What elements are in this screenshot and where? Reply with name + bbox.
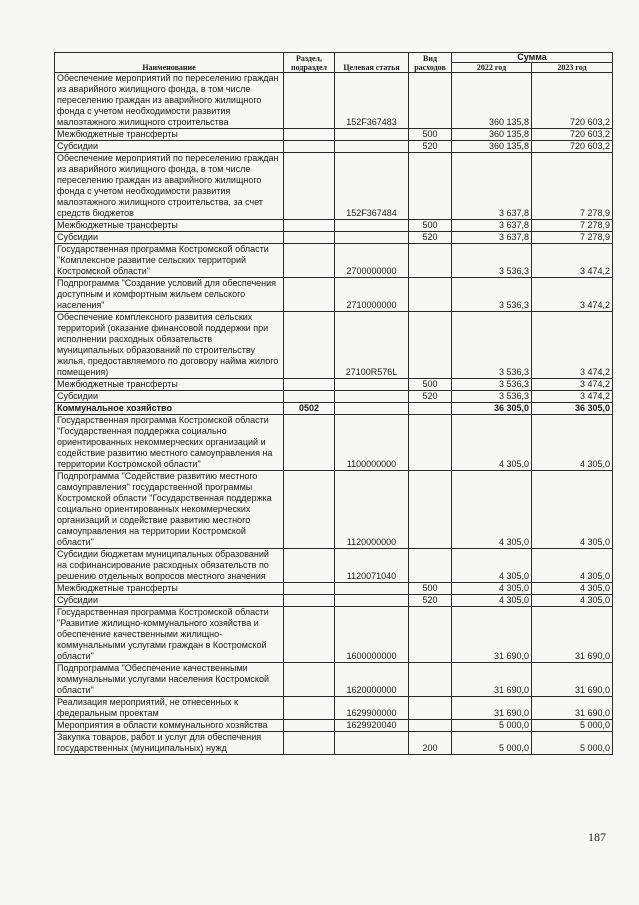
row-target: 1620000000 [335,663,409,697]
row-name: Государственная программа Костромской области "Комплексное развитие сельских территорий Костромской области" [55,244,284,278]
row-sum-2022: 3 536,3 [452,312,532,379]
row-name: Субсидии [55,232,284,244]
row-sum-2022: 4 305,0 [452,471,532,549]
row-section [284,232,335,244]
table-row [55,129,613,141]
row-sum-2022: 5 000,0 [452,720,532,732]
row-section [284,129,335,141]
row-type [409,278,452,312]
row-type [409,153,452,220]
row-sum-2023: 5 000,0 [532,720,613,732]
row-name: Реализация мероприятий, не отнесенных к федеральным проектам [55,697,284,720]
row-sum-2022: 3 536,3 [452,244,532,278]
table-row [55,720,613,732]
row-name: Государственная программа Костромской области "Государственная поддержка социально ориентированных некоммерческих организаций и содействие развитию местного самоуправления на территории Костромской области" [55,415,284,471]
row-name: Субсидии [55,595,284,607]
row-section [284,607,335,663]
header-2023: 2023 год [532,63,613,73]
header-name: Наименование [55,53,284,73]
table-row [55,312,613,379]
row-section [284,595,335,607]
table-row [55,278,613,312]
table-row [55,141,613,153]
row-sum-2023: 7 278,9 [532,220,613,232]
table-row [55,732,613,755]
table-row [55,153,613,220]
row-name: Закупка товаров, работ и услуг для обеспечения государственных (муниципальных) нужд [55,732,284,755]
table-row [55,471,613,549]
table-row [55,697,613,720]
table-row [55,583,613,595]
row-name: Межбюджетные трансферты [55,379,284,391]
row-section [284,391,335,403]
row-target: 1120000000 [335,471,409,549]
row-sum-2022: 4 305,0 [452,595,532,607]
row-sum-2023: 7 278,9 [532,232,613,244]
table-row [55,607,613,663]
row-target [335,379,409,391]
table-row [55,391,613,403]
row-sum-2022: 3 637,8 [452,153,532,220]
row-type [409,697,452,720]
row-section [284,549,335,583]
header-section: Раздел, подраздел [284,53,335,73]
row-name: Обеспечение мероприятий по переселению граждан из аварийного жилищного фонда, в том числе переселению граждан из аварийного жилищного фонда с учетом необходимости развития малоэтажного жилищного строительства [55,73,284,129]
row-target [335,232,409,244]
row-section [284,471,335,549]
row-name: Коммунальное хозяйство [55,403,284,415]
row-section [284,379,335,391]
row-type: 500 [409,220,452,232]
row-sum-2022: 360 135,8 [452,141,532,153]
row-sum-2022: 3 536,3 [452,379,532,391]
row-target [335,141,409,153]
row-target: 152F367483 [335,73,409,129]
table-row [55,244,613,278]
table-row [55,232,613,244]
row-name: Обеспечение комплексного развития сельских территорий (оказание финансовой поддержки при исполнении расходных обязательств муниципальных образований по строительству жилья, предоставляемого по договору найма жилого помещения) [55,312,284,379]
row-name: Подпрограмма "Содействие развитию местного самоуправления" государственной программы Костромской области "Государственная поддержка социально ориентированных некоммерческих организаций и содействие развитию местного самоуправления на территории Костромской области" [55,471,284,549]
row-type [409,403,452,415]
row-section [284,415,335,471]
row-sum-2023: 720 603,2 [532,73,613,129]
row-type [409,415,452,471]
row-name: Подпрограмма "Обеспечение качественными коммунальными услугами населения Костромской области" [55,663,284,697]
row-type [409,73,452,129]
row-target [335,129,409,141]
row-target: 1100000000 [335,415,409,471]
row-sum-2022: 36 305,0 [452,403,532,415]
row-sum-2023: 3 474,2 [532,278,613,312]
row-target: 2700000000 [335,244,409,278]
row-name: Межбюджетные трансферты [55,583,284,595]
row-type [409,244,452,278]
row-name: Субсидии [55,391,284,403]
row-section [284,278,335,312]
row-sum-2022: 4 305,0 [452,549,532,583]
row-sum-2022: 360 135,8 [452,73,532,129]
row-section [284,312,335,379]
row-name: Субсидии бюджетам муниципальных образований на софинансирование расходных обязательств по решению отдельных вопросов местного значения [55,549,284,583]
page-number: 187 [588,830,606,844]
row-target [335,732,409,755]
row-sum-2023: 7 278,9 [532,153,613,220]
row-sum-2023: 3 474,2 [532,312,613,379]
row-sum-2023: 4 305,0 [532,415,613,471]
row-section [284,220,335,232]
row-name: Субсидии [55,141,284,153]
row-type [409,607,452,663]
row-section [284,583,335,595]
row-sum-2023: 3 474,2 [532,391,613,403]
row-type: 520 [409,141,452,153]
row-sum-2023: 31 690,0 [532,663,613,697]
row-sum-2023: 4 305,0 [532,595,613,607]
row-section [284,697,335,720]
row-section [284,73,335,129]
row-target: 1629920040 [335,720,409,732]
row-sum-2023: 4 305,0 [532,583,613,595]
row-sum-2023: 3 474,2 [532,379,613,391]
row-sum-2023: 31 690,0 [532,697,613,720]
row-target: 2710000000 [335,278,409,312]
table-header [55,53,613,73]
row-type: 500 [409,379,452,391]
row-sum-2023: 5 000,0 [532,732,613,755]
table-row [55,220,613,232]
row-type: 500 [409,583,452,595]
row-target: 27100R576L [335,312,409,379]
row-type [409,471,452,549]
row-name: Обеспечение мероприятий по переселению граждан из аварийного жилищного фонда, в том числе переселению граждан из аварийного жилищного фонда с учетом необходимости развития малоэтажного жилищного строительства, за счет средств бюджетов [55,153,284,220]
row-sum-2022: 5 000,0 [452,732,532,755]
row-section [284,732,335,755]
table-row [55,549,613,583]
row-target: 1629900000 [335,697,409,720]
row-sum-2022: 4 305,0 [452,415,532,471]
row-name: Государственная программа Костромской области "Развитие жилищно-коммунального хозяйства и обеспечение качественными жилищно-коммунальными услугами граждан в Костромской области" [55,607,284,663]
row-section [284,244,335,278]
row-section [284,141,335,153]
table-row [55,379,613,391]
budget-table [54,52,613,755]
row-sum-2023: 720 603,2 [532,129,613,141]
row-sum-2023: 4 305,0 [532,471,613,549]
header-sum: Сумма [452,53,613,63]
row-sum-2023: 31 690,0 [532,607,613,663]
row-type: 520 [409,391,452,403]
row-target [335,391,409,403]
row-target: 1600000000 [335,607,409,663]
row-type: 520 [409,595,452,607]
row-type [409,663,452,697]
row-sum-2023: 720 603,2 [532,141,613,153]
row-sum-2023: 3 474,2 [532,244,613,278]
row-name: Подпрограмма "Создание условий для обеспечения доступным и комфортным жильем сельского населения" [55,278,284,312]
row-sum-2023: 36 305,0 [532,403,613,415]
row-target [335,403,409,415]
table-row [55,415,613,471]
row-sum-2022: 3 536,3 [452,391,532,403]
row-sum-2022: 4 305,0 [452,583,532,595]
row-target: 1120071040 [335,549,409,583]
row-name: Межбюджетные трансферты [55,129,284,141]
header-2022: 2022 год [452,63,532,73]
row-sum-2022: 31 690,0 [452,663,532,697]
table-row [55,595,613,607]
row-name: Межбюджетные трансферты [55,220,284,232]
table-row [55,403,613,415]
row-type: 500 [409,129,452,141]
row-target [335,220,409,232]
row-type: 200 [409,732,452,755]
row-type [409,312,452,379]
row-target [335,583,409,595]
row-sum-2022: 31 690,0 [452,697,532,720]
row-section: 0502 [284,403,335,415]
row-target [335,595,409,607]
row-target: 152F367484 [335,153,409,220]
table-row [55,663,613,697]
row-type [409,720,452,732]
row-sum-2022: 31 690,0 [452,607,532,663]
row-sum-2022: 3 536,3 [452,278,532,312]
header-type: Вид расходов [409,53,452,73]
row-sum-2022: 360 135,8 [452,129,532,141]
row-sum-2022: 3 637,8 [452,220,532,232]
header-target: Целевая статья [335,53,409,73]
row-section [284,663,335,697]
row-name: Мероприятия в области коммунального хозяйства [55,720,284,732]
row-section [284,720,335,732]
row-section [284,153,335,220]
row-sum-2022: 3 637,8 [452,232,532,244]
row-type: 520 [409,232,452,244]
table-body [55,73,613,755]
row-type [409,549,452,583]
row-sum-2023: 4 305,0 [532,549,613,583]
table-row [55,73,613,129]
